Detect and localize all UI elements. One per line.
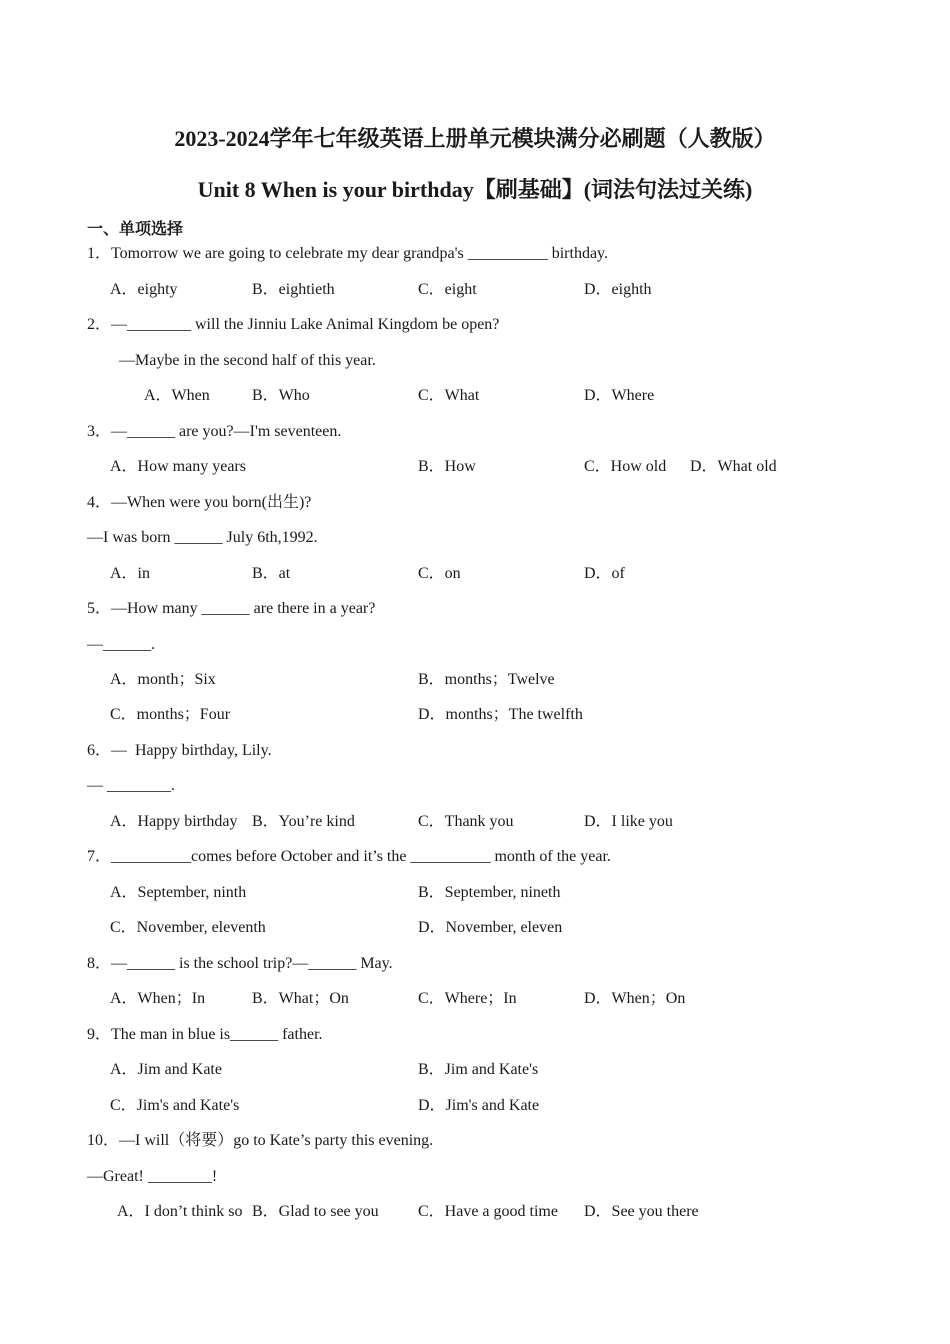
question-7-option-a: A．September, ninth <box>110 884 247 901</box>
section-heading: 一、单项选择 <box>87 219 184 238</box>
question-10-reply: —Great! ________! <box>87 1168 218 1185</box>
question-10-option-d: D．See you there <box>584 1203 699 1220</box>
question-1-option-c: C．eight <box>418 281 477 298</box>
question-6-reply: — ________. <box>87 777 175 794</box>
question-5-option-a: A．month；Six <box>110 671 216 688</box>
question-2-option-b: B．Who <box>252 387 310 404</box>
question-4-option-b: B．at <box>252 565 291 582</box>
question-5-stem: 5．—How many ______ are there in a year? <box>87 600 376 617</box>
question-4-stem: 4．—When were you born(出生)? <box>87 494 312 511</box>
question-1-option-b: B．eightieth <box>252 281 335 298</box>
question-6-option-d: D．I like you <box>584 813 673 830</box>
question-8-option-d: D．When；On <box>584 990 686 1007</box>
question-2-option-c: C．What <box>418 387 480 404</box>
question-10-option-b: B．Glad to see you <box>252 1203 379 1220</box>
question-5-reply: —______. <box>87 636 155 653</box>
question-7-stem: 7．__________comes before October and it’s the __________ month of the year. <box>87 848 611 865</box>
question-4-option-d: D．of <box>584 565 625 582</box>
page-subtitle: Unit 8 When is your birthday【刷基础】(词法句法过关练) <box>197 177 753 202</box>
question-4-option-c: C．on <box>418 565 461 582</box>
question-8-stem: 8．—______ is the school trip?—______ May. <box>87 955 393 972</box>
question-2-reply: —Maybe in the second half of this year. <box>119 352 376 369</box>
question-3-option-a: A．How many years <box>110 458 246 475</box>
question-6-stem: 6．— Happy birthday, Lily. <box>87 742 272 759</box>
question-8-option-b: B．What；On <box>252 990 349 1007</box>
question-1-option-d: D．eighth <box>584 281 652 298</box>
question-9-option-b: B．Jim and Kate's <box>418 1061 539 1078</box>
question-2-option-d: D．Where <box>584 387 655 404</box>
question-5-option-c: C．months；Four <box>110 706 231 723</box>
question-10-stem: 10．—I will（将要）go to Kate’s party this evening. <box>87 1132 434 1149</box>
question-8-option-c: C．Where；In <box>418 990 517 1007</box>
question-3-option-c: C．How old <box>584 458 667 475</box>
question-1-stem: 1．Tomorrow we are going to celebrate my dear grandpa's __________ birthday. <box>87 245 609 262</box>
page-title: 2023-2024学年七年级英语上册单元模块满分必刷题（人教版） <box>174 126 776 151</box>
question-7-option-d: D．November, eleven <box>418 919 563 936</box>
question-9-option-d: D．Jim's and Kate <box>418 1097 540 1114</box>
question-6-option-b: B．You’re kind <box>252 813 355 830</box>
question-9-stem: 9．The man in blue is______ father. <box>87 1026 323 1043</box>
question-3-stem: 3．—______ are you?—I'm seventeen. <box>87 423 342 440</box>
question-4-reply: —I was born ______ July 6th,1992. <box>87 529 318 546</box>
question-9-option-c: C．Jim's and Kate's <box>110 1097 240 1114</box>
question-8-option-a: A．When；In <box>110 990 206 1007</box>
question-2-stem: 2．—________ will the Jinniu Lake Animal Kingdom be open? <box>87 316 500 333</box>
question-7-option-b: B．September, nineth <box>418 884 561 901</box>
question-10-option-c: C．Have a good time <box>418 1203 558 1220</box>
question-4-option-a: A．in <box>110 565 151 582</box>
question-6-option-c: C．Thank you <box>418 813 514 830</box>
question-10-option-a: A．I don’t think so <box>117 1203 243 1220</box>
question-9-option-a: A．Jim and Kate <box>110 1061 222 1078</box>
question-5-option-b: B．months；Twelve <box>418 671 555 688</box>
question-6-option-a: A．Happy birthday <box>110 813 238 830</box>
question-2-option-a: A．When <box>144 387 210 404</box>
question-5-option-d: D．months；The twelfth <box>418 706 583 723</box>
question-1-option-a: A．eighty <box>110 281 178 298</box>
question-3-option-b: B．How <box>418 458 476 475</box>
question-7-option-c: C．November, eleventh <box>110 919 266 936</box>
question-3-option-d: D．What old <box>690 458 777 475</box>
